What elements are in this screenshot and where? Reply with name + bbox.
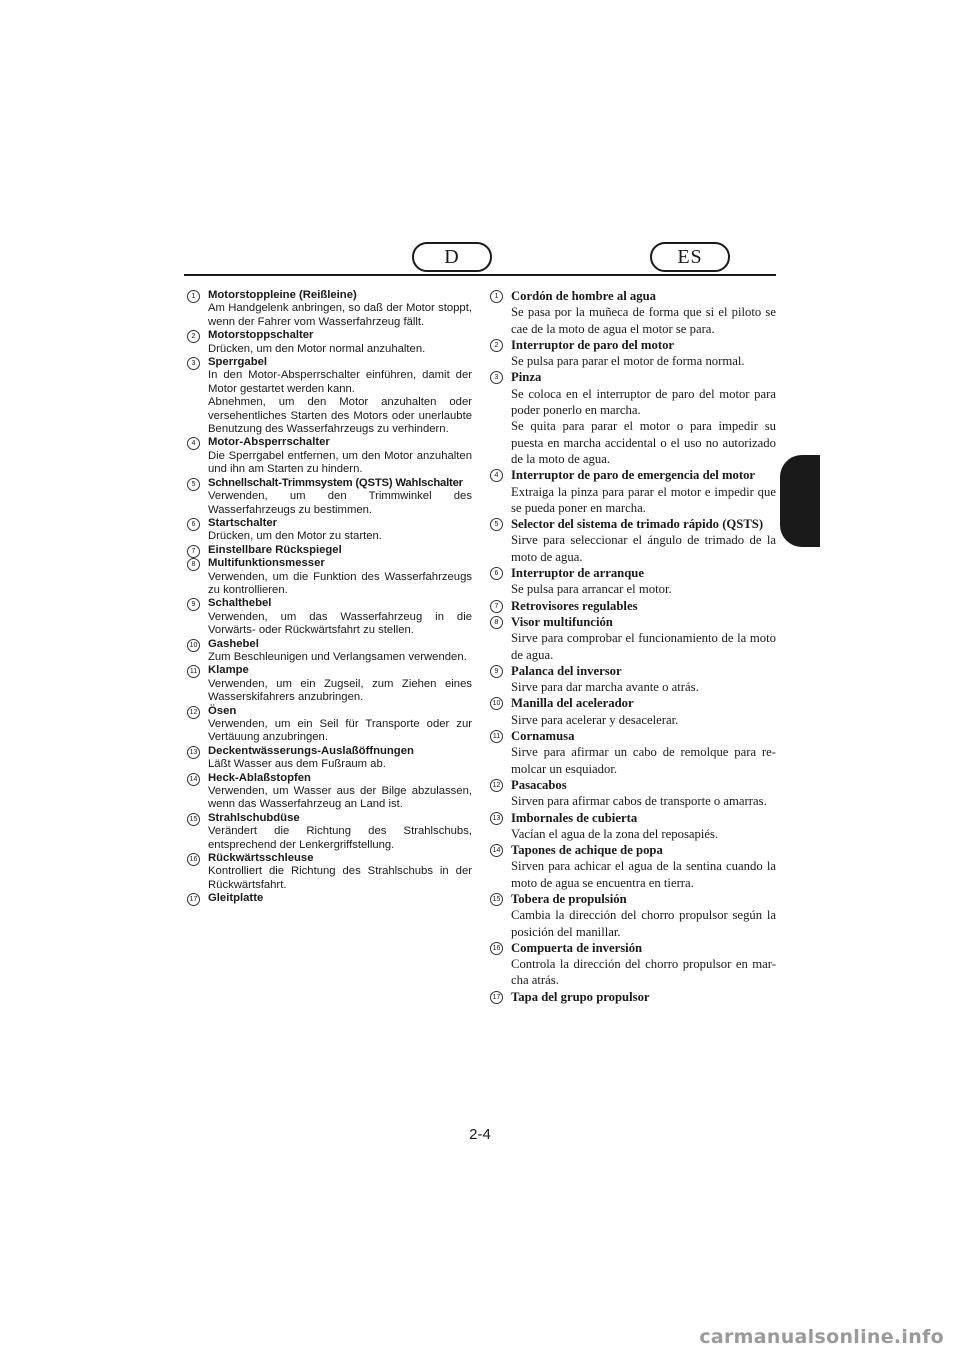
list-item [490,467,776,516]
item-description: Sirve para comprobar el funcionamiento de la moto de agua. [511,631,776,662]
item-description: Verwenden, um das Wasserfahrzeug in die Vorwärts- oder Rückwärtsfahrt zu stellen. [208,610,472,637]
language-tab-german: D [412,242,492,272]
page-header [184,242,776,278]
item-description: Extraiga la pinza para parar el motor e impedir que se pueda poner en marcha. [511,484,776,515]
item-description: Verwenden, um die Funktion des Wasserfahrzeugs zu kontrollieren. [208,570,472,596]
list-item [490,516,776,565]
item-description: Drücken, um den Motor zu starten. [208,530,382,543]
list-item [187,477,472,517]
list-item [490,810,776,843]
item-title: Startschalter [208,516,278,529]
item-description: Kontrolliert die Richtung des Strahlschubs in der Rückwärtsfahrt. [208,865,472,891]
item-number-badge: 14 [187,773,200,786]
item-number-badge: 1 [490,290,503,303]
item-title: Tobera de propulsión [511,891,627,906]
item-description: Controla la dirección del chorro propulsor en mar-cha atrás. [511,957,776,988]
list-item [490,842,776,891]
item-description: Se pulsa para arrancar el motor. [511,582,672,597]
item-number-badge: 8 [187,558,200,571]
item-number-badge: 8 [490,616,503,629]
item-description: Vacían el agua de la zona del reposapiés. [511,826,719,841]
item-title: Motorstoppschalter [208,329,314,342]
page-number: 2-4 [469,1126,491,1143]
item-title: Heck-Ablaßstopfen [208,771,311,784]
item-title: Tapones de achique de popa [511,843,663,858]
item-description: Se coloca en el interruptor de paro del motor para poder ponerlo en marcha. Se quita para parar el motor o para impedir su puesta en marcha accidental o el uso no autorizado de la moto de agua. [511,386,776,466]
item-title: Interruptor de paro del motor [511,337,675,352]
item-number-badge: 9 [187,598,200,611]
item-number-badge: 14 [490,844,503,857]
item-number-badge: 3 [490,371,503,384]
list-item [490,369,776,467]
german-column [187,289,472,906]
item-title: Rückwärtsschleuse [208,852,314,865]
item-number-badge: 15 [490,893,503,906]
item-number-badge: 11 [490,730,503,743]
item-title: Interruptor de arranque [511,566,644,581]
item-title: Cornamusa [511,729,575,744]
item-title: Selector del sistema de trimado rápido (QSTS) [511,517,764,532]
item-number-badge: 12 [490,779,503,792]
list-item [187,852,472,892]
item-number-badge: 3 [187,357,200,370]
item-number-badge: 15 [187,813,200,826]
item-number-badge: 11 [187,665,200,678]
item-description: Se pulsa para parar el motor de forma normal. [511,354,745,369]
item-title: Schnellschalt-Trimmsystem (QSTS) Wahlschalter [208,476,463,489]
item-title: Palanca del inversor [511,663,622,678]
item-number-badge: 16 [490,942,503,955]
item-title: Motorstoppleine (Reißleine) [208,289,357,301]
list-item [187,597,472,637]
item-number-badge: 4 [187,437,200,450]
item-title: Pasacabos [511,777,567,792]
list-item [187,356,472,436]
list-item [187,544,472,557]
list-item [490,663,776,696]
item-number-badge: 2 [490,339,503,352]
item-description: Verändert die Richtung des Strahlschubs, entsprechend der Lenkergriffstellung. [208,825,472,851]
list-item [490,288,776,337]
spanish-column [490,288,776,1005]
list-item [490,337,776,370]
item-title: Deckentwässerungs-Auslaßöffnungen [208,744,414,757]
list-item [490,891,776,940]
item-title: Sperrgabel [208,356,268,369]
item-number-badge: 17 [490,991,503,1004]
item-title: Schalthebel [208,597,272,610]
item-title: Ösen [208,704,237,717]
item-title: Gleitplatte [208,892,264,905]
item-title: Imbornales de cubierta [511,810,638,825]
list-item [187,517,472,544]
item-title: Interruptor de paro de emergencia del motor [511,468,756,483]
item-description: Drücken, um den Motor normal anzuhalten. [208,342,426,355]
list-item [490,695,776,728]
header-rule [184,274,776,276]
item-description: Se pasa por la muñeca de forma que si el piloto se cae de la moto de agua el motor se para. [511,305,776,336]
item-description: Am Handgelenk anbringen, so daß der Motor stoppt, wenn der Fahrer vom Wasserfahrzeug fällt. [208,302,472,328]
item-title: Klampe [208,664,249,677]
item-number-badge: 16 [187,853,200,866]
item-description: Verwenden, um den Trimmwinkel des Wasserfahrzeugs zu bestimmen. [208,490,472,516]
list-item [187,557,472,597]
item-number-badge: 7 [490,600,503,613]
item-title: Pinza [511,370,542,385]
list-item [187,436,472,476]
list-item [187,638,472,665]
language-tab-spanish: ES [650,242,730,272]
item-number-badge: 6 [490,567,503,580]
item-title: Compuerta de inversión [511,940,643,955]
item-number-badge: 12 [187,706,200,719]
item-title: Motor-Absperrschalter [208,436,330,449]
item-number-badge: 9 [490,665,503,678]
item-description: Verwenden, um ein Seil für Transporte oder zur Vertäuung anzubringen. [208,718,472,744]
item-number-badge: 17 [187,893,200,906]
list-item [187,745,472,772]
chapter-side-tab [780,455,820,547]
item-number-badge: 5 [187,478,200,491]
list-item [187,812,472,852]
item-number-badge: 13 [490,812,503,825]
item-description: In den Motor-Absperrschalter einführen, damit der Motor gestartet werden kann. Abnehmen, um den Motor anzuhalten oder versehentliches Starten des Motors oder unerlaubte Benutzung des Wasserfahrzeugs zu verhindern. [208,369,472,436]
item-description: Sirve para afirmar un cabo de remolque para re-molcar un esquiador. [511,745,776,776]
item-description: Sirve para dar marcha avante o atrás. [511,680,699,695]
list-item [490,614,776,663]
item-description: Verwenden, um Wasser aus der Bilge abzulassen, wenn das Wasserfahrzeug an Land ist. [208,785,472,811]
list-item [187,772,472,812]
list-item [490,989,776,1005]
list-item [187,892,472,905]
item-number-badge: 13 [187,746,200,759]
item-title: Tapa del grupo propulsor [511,989,650,1004]
item-title: Visor multifunción [511,614,613,629]
item-description: Die Sperrgabel entfernen, um den Motor anzuhalten und ihn am Starten zu hindern. [208,449,472,476]
list-item [490,565,776,598]
item-title: Retrovisores regulables [511,598,638,613]
item-number-badge: 7 [187,545,200,558]
item-title: Manilla del acelerador [511,696,634,711]
list-item [187,664,472,704]
item-number-badge: 10 [490,697,503,710]
list-item [490,598,776,614]
item-number-badge: 5 [490,518,503,531]
item-description: Sirven para achicar el agua de la sentina cuando la moto de agua se encuentra en tierra. [511,859,776,890]
watermark: carmanualsonline.info [699,1326,944,1348]
item-title: Multifunktionsmesser [208,557,325,570]
list-item [490,940,776,989]
list-item [490,777,776,810]
item-description: Läßt Wasser aus dem Fußraum ab. [208,758,386,771]
item-number-badge: 2 [187,330,200,343]
list-item [187,329,472,356]
list-item [187,289,472,329]
item-description: Sirve para seleccionar el ángulo de trimado de la moto de agua. [511,533,776,564]
item-description: Sirven para afirmar cabos de transporte o amarras. [511,794,767,809]
item-title: Einstellbare Rückspiegel [208,543,342,556]
item-description: Verwenden, um ein Zugseil, zum Ziehen eines Wasserskifahrers anzubringen. [208,677,472,704]
list-item [490,728,776,777]
item-number-badge: 4 [490,469,503,482]
item-title: Gashebel [208,637,259,650]
item-number-badge: 10 [187,639,200,652]
item-title: Cordón de hombre al agua [511,289,656,303]
item-number-badge: 1 [187,290,200,303]
item-description: Sirve para acelerar y desacelerar. [511,712,679,727]
item-number-badge: 6 [187,518,200,531]
item-title: Strahlschubdüse [208,811,300,824]
list-item [187,705,472,745]
item-description: Cambia la dirección del chorro propulsor según la posición del manillar. [511,908,776,939]
item-description: Zum Beschleunigen und Verlangsamen verwenden. [208,650,467,663]
